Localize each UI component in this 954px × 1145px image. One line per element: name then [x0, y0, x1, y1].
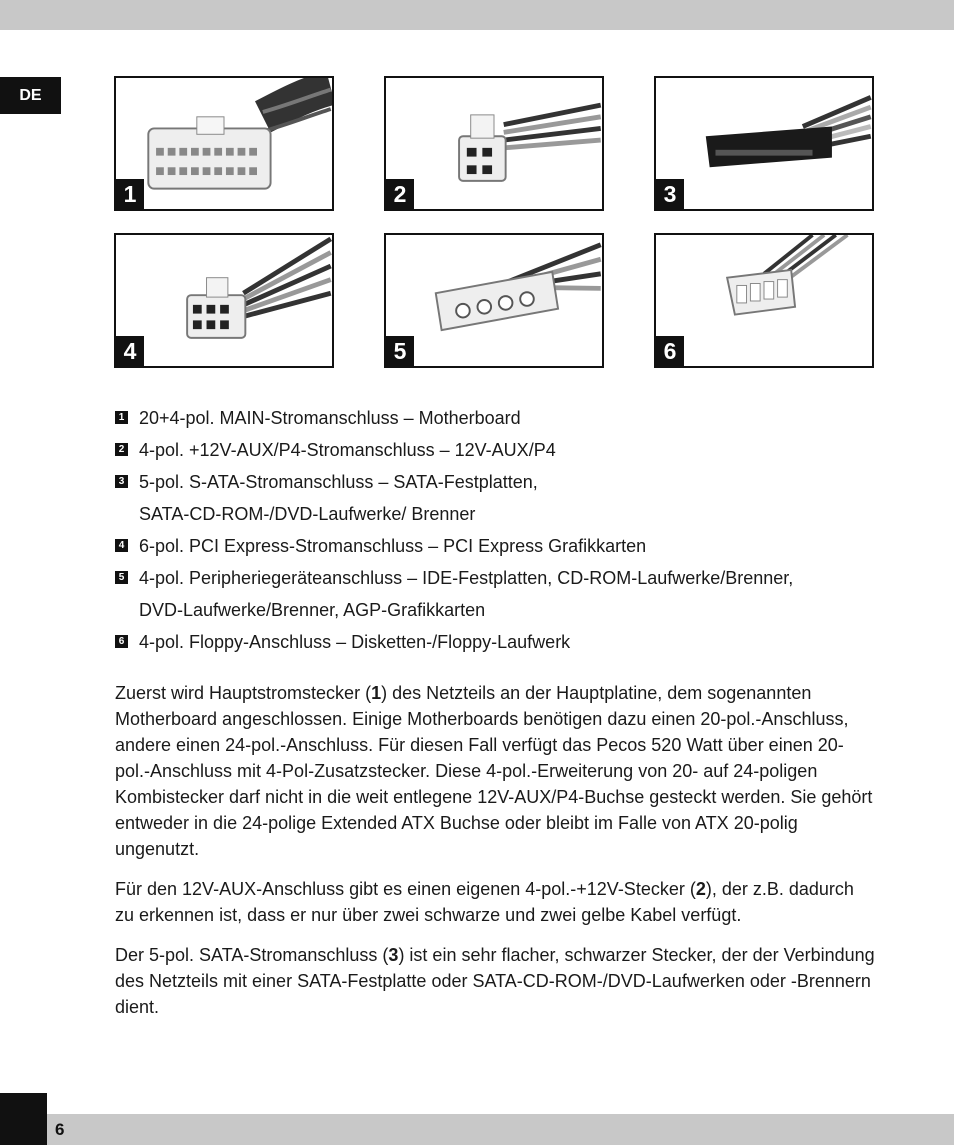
photo-number: 2 — [386, 179, 414, 209]
paragraph-text: ) des Netzteils an der Hauptplatine, dem sogenannten Motherboard angeschlossen. Einige Motherboards benötigen dazu einen 20-pol.-Anschluss, andere einen 24-pol.-Anschluss. Für diesen Fall verfügt das Pecos 520 Watt über einen 20-pol.-Anschluss mit 4-Pol-Zusatzstecker. Diese 4-pol.-Erweiterung von 20- auf 24-poligen Kombistecker darf nicht in die weit entlegene 12V-AUX/P4-Buchse gesteckt werden. Sie gehört entweder in die 24-polige Extended ATX Buchse oder bleibt im Falle von ATX 20-polig ungenutzt. — [115, 683, 873, 859]
paragraph-aux-connector — [115, 876, 875, 928]
photo-floppy-connector — [654, 233, 874, 368]
photo-number: 6 — [656, 336, 684, 366]
photo-number: 3 — [656, 179, 684, 209]
sata-connector-illustration — [656, 78, 872, 209]
legend-text: 4-pol. Peripheriegeräteanschluss – IDE-Festplatten, CD-ROM-Laufwerke/Brenner, DVD-Laufwerke/Brenner, AGP-Grafikkarten — [139, 568, 794, 620]
paragraph-text: Zuerst wird Hauptstromstecker ( — [115, 683, 372, 703]
paragraph-reference-number: 1 — [371, 683, 382, 703]
paragraph-sata-connector — [115, 942, 875, 1020]
legend-number-badge: 1 — [115, 411, 128, 424]
legend-text: 4-pol. +12V-AUX/P4-Stromanschluss – 12V-AUX/P4 — [139, 440, 556, 460]
connector-legend — [115, 402, 875, 658]
legend-item — [115, 530, 875, 562]
language-tab: DE — [0, 77, 61, 114]
legend-number-badge: 3 — [115, 475, 128, 488]
photo-aux-connector — [384, 76, 604, 211]
floppy-connector-illustration — [656, 235, 872, 366]
paragraph-text: Der 5-pol. SATA-Stromanschluss ( — [115, 945, 389, 965]
photo-number: 5 — [386, 336, 414, 366]
legend-text: 20+4-pol. MAIN-Stromanschluss – Motherboard — [139, 408, 521, 428]
legend-item — [115, 562, 875, 626]
legend-number-badge: 6 — [115, 635, 128, 648]
body-text — [115, 680, 875, 1034]
page-tab — [0, 1093, 47, 1145]
bottom-bar — [0, 1114, 954, 1145]
legend-text: 6-pol. PCI Express-Stromanschluss – PCI Express Grafikkarten — [139, 536, 647, 556]
legend-item — [115, 434, 875, 466]
paragraph-text: Für den 12V-AUX-Anschluss gibt es einen eigenen 4-pol.-+12V-Stecker ( — [115, 879, 696, 899]
aux-connector-illustration — [386, 78, 602, 209]
legend-item — [115, 466, 875, 530]
legend-number-badge: 4 — [115, 539, 128, 552]
paragraph-text: ), der z.B. dadurch zu erkennen ist, dass er nur über zwei schwarze und zwei gelbe Kabel verfügt. — [115, 879, 854, 925]
photo-pcie-connector — [114, 233, 334, 368]
paragraph-main-connector — [115, 680, 875, 862]
paragraph-reference-number: 2 — [695, 879, 706, 899]
main-connector-illustration — [116, 78, 332, 209]
photo-sata-connector — [654, 76, 874, 211]
legend-item — [115, 626, 875, 658]
photo-main-connector — [114, 76, 334, 211]
peripheral-connector-illustration — [386, 235, 602, 366]
page-number: 6 — [55, 1120, 65, 1139]
top-bar — [0, 0, 954, 30]
photo-number: 1 — [116, 179, 144, 209]
legend-item — [115, 402, 875, 434]
legend-number-badge: 2 — [115, 443, 128, 456]
paragraph-text: ) ist ein sehr flacher, schwarzer Stecker, der der Verbindung des Netzteils mit einer SATA-Festplatte oder SATA-CD-ROM-/DVD-Laufwerken oder -Brennern dient. — [115, 945, 875, 1017]
photo-peripheral-connector — [384, 233, 604, 368]
paragraph-reference-number: 3 — [388, 945, 399, 965]
pcie-connector-illustration — [116, 235, 332, 366]
legend-text: 5-pol. S-ATA-Stromanschluss – SATA-Festplatten, SATA-CD-ROM-/DVD-Laufwerke/ Brenner — [139, 472, 538, 524]
photo-number: 4 — [116, 336, 144, 366]
legend-text: 4-pol. Floppy-Anschluss – Disketten-/Floppy-Laufwerk — [139, 632, 571, 652]
legend-number-badge: 5 — [115, 571, 128, 584]
